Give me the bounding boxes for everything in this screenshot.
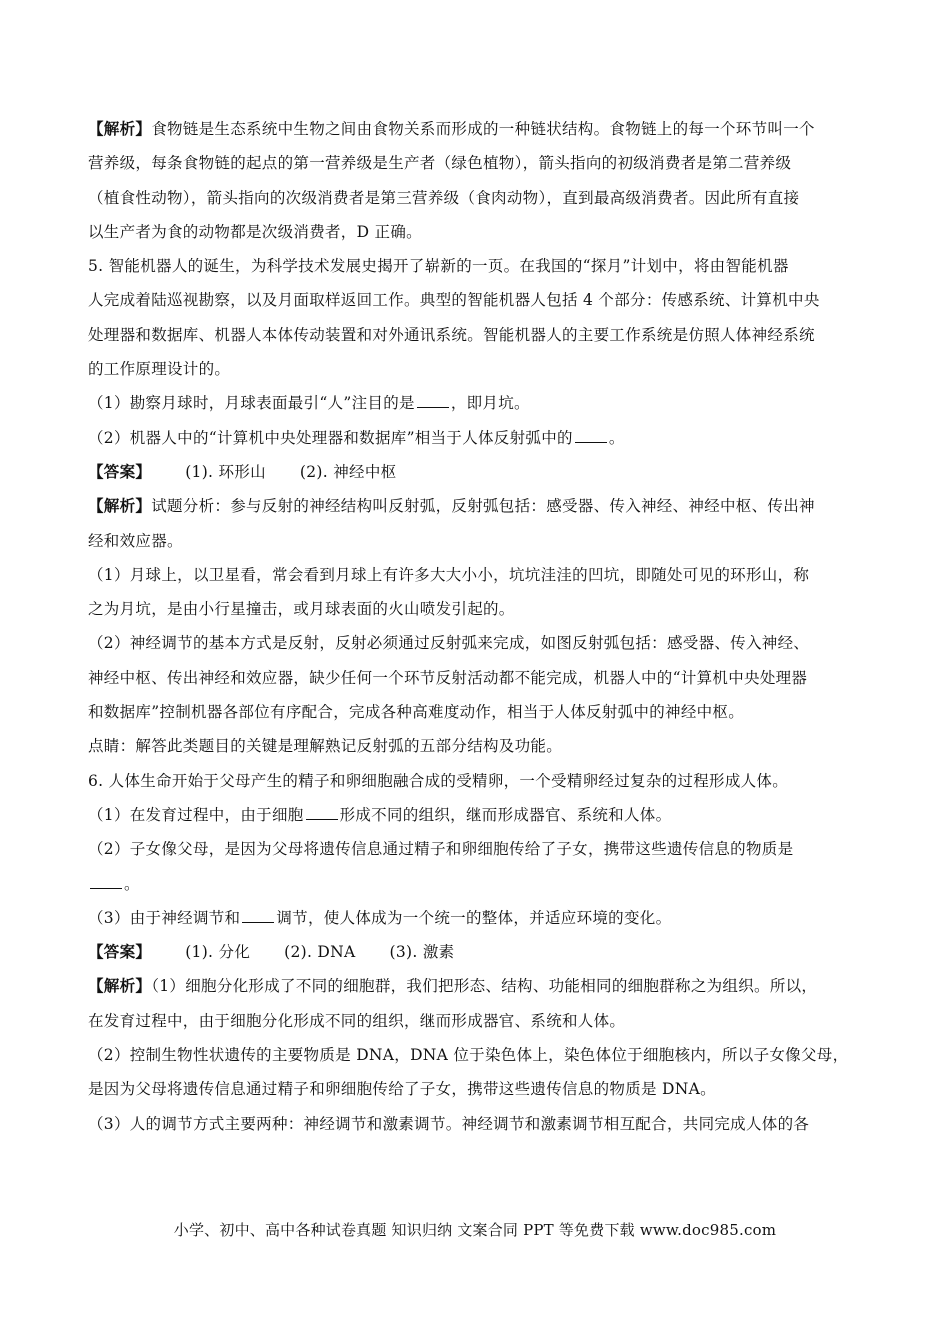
question-5-analysis-line [88, 489, 864, 523]
sub-question-text: 调节，使人体成为一个统一的整体，并适应环境的变化。 [276, 908, 672, 927]
sub-question-text: 。 [608, 428, 625, 447]
analysis-line: 营养级，每条食物链的起点的第一营养级是生产者（绿色植物），箭头指向的初级消费者是第二营养级 [88, 154, 792, 173]
answer-item: (1). 分化 [185, 943, 251, 962]
question-5-sub-2 [88, 421, 864, 455]
question-6-sub-3 [88, 901, 864, 935]
question-6-sub-2: （2）子女像父母，是因为父母将遗传信息通过精子和卵细胞传给了子女，携带这些遗传信息的物质是 [88, 840, 794, 859]
question-5-stem-line: 的工作原理设计的。 [88, 360, 231, 379]
sub-question-text: （1）在发育过程中，由于细胞 [88, 805, 304, 824]
question-5-analysis-line: 之为月坑，是由小行星撞击，或月球表面的火山喷发引起的。 [88, 600, 515, 619]
question-5-analysis-line: （2）神经调节的基本方式是反射，反射必须通过反射弧来完成，如图反射弧包括：感受器、传入神经、 [88, 634, 810, 653]
analysis-line [88, 112, 864, 146]
answer-blank [242, 908, 274, 923]
question-6-stem: 6. 人体生命开始于父母产生的精子和卵细胞融合成的受精卵，一个受精卵经过复杂的过程形成人体。 [88, 771, 789, 790]
question-6-sub-2-cont [88, 867, 864, 901]
answer-blank [306, 805, 338, 820]
answer-blank [417, 393, 449, 408]
answer-item: (1). 环形山 [185, 462, 266, 481]
sub-question-text: （1）勘察月球时，月球表面最引“人”注目的是 [88, 394, 415, 413]
sub-question-text: 。 [124, 874, 140, 893]
question-5-analysis-line: （1）月球上，以卫星看，常会看到月球上有许多大大小小，坑坑洼洼的凹坑，即随处可见的环形山，称 [88, 565, 810, 584]
sub-question-text: ，即月坑。 [450, 394, 530, 413]
question-5-analysis-line: 经和效应器。 [88, 531, 183, 550]
analysis-text: 试题分析：参与反射的神经结构叫反射弧，反射弧包括：感受器、传入神经、神经中枢、传出神 [151, 497, 815, 516]
sub-question-text: （2）机器人中的“计算机中央处理器和数据库”相当于人体反射弧中的 [88, 428, 573, 447]
answer-item: (2). 神经中枢 [299, 462, 397, 481]
analysis-line: 以生产者为食的动物都是次级消费者，D 正确。 [88, 222, 422, 241]
question-5-tip: 点睛：解答此类题目的关键是理解熟记反射弧的五部分结构及功能。 [88, 737, 563, 756]
question-6-analysis-line: （2）控制生物性状遗传的主要物质是 DNA，DNA 位于染色体上，染色体位于细胞核内，所以子女像父母， [88, 1046, 849, 1065]
question-6-sub-1 [88, 798, 864, 832]
question-5-analysis-line: 和数据库”控制机器各部位有序配合，完成各种高难度动作，相当于人体反射弧中的神经中枢。 [88, 703, 745, 722]
question-6-analysis-line: （3）人的调节方式主要两种：神经调节和激素调节。神经调节和激素调节相互配合，共同完成人体的各 [88, 1114, 810, 1133]
analysis-text: 食物链是生态系统中生物之间由食物关系而形成的一种链状结构。食物链上的每一个环节叫一个 [151, 120, 815, 138]
question-5-stem-line: 处理器和数据库、机器人本体传动装置和对外通讯系统。智能机器人的主要工作系统是仿照人体神经系统 [88, 325, 815, 344]
sub-question-text: （3）由于神经调节和 [88, 908, 241, 927]
analysis-tag: 【解析】 [88, 119, 152, 138]
analysis-tag: 【解析】 [88, 496, 152, 516]
question-6-analysis-line: 是因为父母将遗传信息通过精子和卵细胞传给了子女，携带这些遗传信息的物质是 DNA。 [88, 1080, 716, 1099]
answer-tag: 【答案】 [88, 942, 152, 962]
question-6-analysis-line [88, 969, 864, 1003]
question-5-sub-1 [88, 386, 864, 420]
question-5-stem-line: 5. 智能机器人的诞生，为科学技术发展史揭开了崭新的一页。在我国的“探月”计划中，将由智能机器 [88, 257, 789, 276]
question-5-stem-line: 人完成着陆巡视勘察，以及月面取样返回工作。典型的智能机器人包括 4 个部分：传感系统、计算机中央 [88, 291, 820, 310]
analysis-text: （1）细胞分化形成了不同的细胞群，我们把形态、结构、功能相同的细胞群称之为组织。所以， [151, 977, 818, 996]
answer-tag: 【答案】 [88, 461, 152, 481]
answer-blank [575, 428, 607, 443]
answer-item: (3). 激素 [389, 943, 455, 962]
question-6-answer [88, 935, 864, 969]
document-body [88, 112, 864, 1141]
analysis-line: （植食性动物），箭头指向的次级消费者是第三营养级（食肉动物），直到最高级消费者。因此所有直接 [88, 188, 800, 207]
question-6-analysis-line: 在发育过程中，由于细胞分化形成不同的组织，继而形成器官、系统和人体。 [88, 1011, 626, 1030]
question-5-analysis-line: 神经中枢、传出神经和效应器，缺少任何一个环节反射活动都不能完成，机器人中的“计算机中央处理器 [88, 668, 808, 687]
sub-question-text: 形成不同的组织，继而形成器官、系统和人体。 [339, 805, 672, 824]
question-5-answer [88, 455, 864, 489]
answer-item: (2). DNA [284, 943, 356, 962]
page-footer: 小学、初中、高中各种试卷真题 知识归纳 文案合同 PPT 等免费下载 www.doc985.com [173, 1221, 777, 1239]
answer-blank [90, 874, 122, 889]
analysis-tag: 【解析】 [88, 976, 152, 996]
